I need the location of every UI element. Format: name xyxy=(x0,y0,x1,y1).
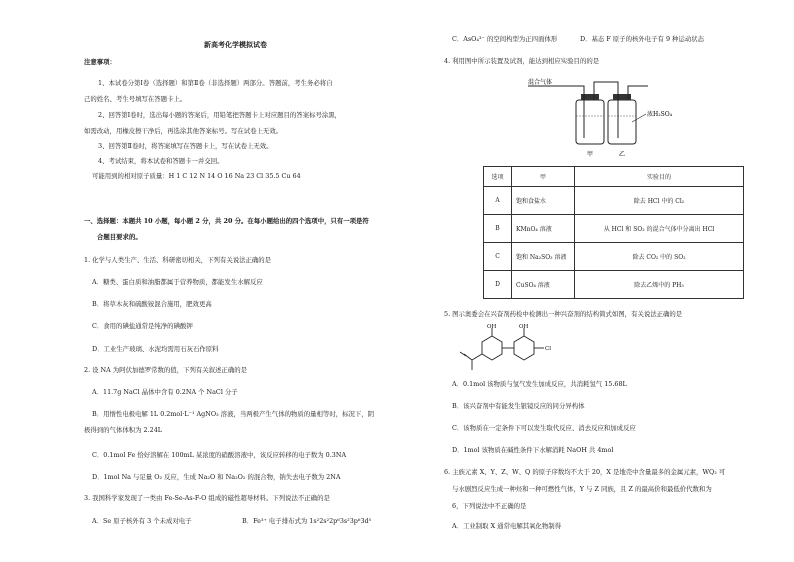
table-cell: B xyxy=(484,215,512,243)
gas-washing-apparatus xyxy=(528,76,688,168)
option-line: C．食用的碘盐通常是纯净的碘酸钾 xyxy=(92,322,193,330)
option-line: B．该兴奋剂中有能发生银镜反应的同分异构体 xyxy=(452,402,585,410)
question-3: 3. 我国科学家发现了一类由 Fe-Se-As-F-O 组成的磁性超导材料。下列说法不正确的是 xyxy=(84,494,330,502)
table-cell: 饱和食盐水 xyxy=(512,187,575,215)
molecule-structure xyxy=(452,322,568,378)
table-cell: 除去 HCl 中的 Cl₂ xyxy=(575,187,744,215)
molecule-label-cl: Cl xyxy=(545,346,551,352)
notice-heading: 注意事项： xyxy=(84,58,116,66)
option-line: A．工业制取 X 通常电解其氧化物制得 xyxy=(452,522,562,530)
options-table xyxy=(483,166,744,299)
table-header: 选项 xyxy=(484,167,512,187)
table-cell: A xyxy=(484,187,512,215)
table-row xyxy=(484,215,744,243)
atomic-masses: 可能用到的相对原子质量：H 1 C 12 N 14 O 16 Na 23 Cl 35.5 Cu 64 xyxy=(92,172,301,180)
paper-title: 新高考化学模拟试卷 xyxy=(204,40,267,49)
table-header-row xyxy=(484,167,744,187)
option-line: A．0.1mol 该物质与氢气发生加成反应，共消耗氢气 15.68L xyxy=(452,380,627,388)
table-header: 实验目的 xyxy=(575,167,744,187)
table-row xyxy=(484,243,744,271)
option-line: C．AsO₄³⁻ 的空间构型为正四面体形 xyxy=(452,35,558,43)
option-line: A．11.7g NaCl 晶体中含有 0.2NA 个 NaCl 分子 xyxy=(92,388,238,396)
table-header: 甲 xyxy=(512,167,575,187)
table-cell: 饱和 Na₂SO₃ 溶液 xyxy=(512,243,575,271)
option-line: D．工业生产玻璃、水泥均需用石灰石作原料 xyxy=(92,345,219,353)
option-line: B．用惰性电极电解 1L 0.2mol·L⁻¹ AgNO₃ 溶液，当两极产生气体的物质的量相等时，标况下，阴 xyxy=(92,410,375,418)
option-line: 极得到的气体体积为 2.24L xyxy=(84,426,163,434)
notice-line: 如需改动，用橡皮擦干净后，再选涂其他答案标号。写在试卷上无效。 xyxy=(84,127,283,135)
question-5: 5. 图示奥委会在兴奋剂药检中检测出一种兴奋剂的结构简式如图，有关说法正确的是 xyxy=(444,310,683,318)
apparatus-label-gas: 混合气体 xyxy=(528,79,553,86)
question-6-line: 6，下列说法中不正确的是 xyxy=(452,502,527,510)
notice-line: 3、回答第Ⅱ卷时，将答案填写在答题卡上，写在试卷上无效。 xyxy=(98,142,273,150)
table-cell: C xyxy=(484,243,512,271)
option-line: B．将草木灰和硫酸铵混合施用，肥效更高 xyxy=(92,300,212,308)
table-cell: CuSO₄ 溶液 xyxy=(512,271,575,299)
option-line: D．1mol Na 与足量 O₂ 反应，生成 Na₂O 和 Na₂O₂ 的混合物，钠失去电子数为 2NA xyxy=(92,473,341,481)
table-row xyxy=(484,271,744,299)
notice-line: 4、考试结束，将本试卷和答题卡一并交回。 xyxy=(98,157,224,165)
notice-line: 1、本试卷分第Ⅰ卷（选择题）和第Ⅱ卷（非选择题）两部分。答题前，考生务必将自 xyxy=(98,79,333,87)
apparatus-label-acid: 浓H₂SO₄ xyxy=(647,111,673,118)
table-cell: 从 HCl 和 SO₂ 的混合气体中分离出 HCl xyxy=(575,215,744,243)
option-line: B．Fe³⁺ 电子排布式为 1s²2s²2p⁶3s²3p⁶3d⁵ xyxy=(242,517,372,525)
question-4: 4. 利用图中所示装置及试剂，能达到相应实验目的的是 xyxy=(444,57,600,65)
notice-line: 2、回答第Ⅰ卷时，选出每小题的答案后，用铅笔把答题卡上对应题目的答案标号涂黑， xyxy=(98,111,342,119)
molecule-label-oh1: OH xyxy=(487,324,497,330)
option-line: C．0.1mol Fe 恰好溶解在 100mL 某浓度的硝酸溶液中，该反应转移的电子数为 0.3NA xyxy=(92,451,347,459)
question-6: 6. 主族元素 X、Y、Z、W、Q 的原子序数均不大于 20，X 是地壳中含量最多的金属元素，WQ₂ 可 xyxy=(444,468,726,476)
option-line: D．1mol 该物质在碱性条件下水解消耗 NaOH 共 4mol xyxy=(452,446,614,454)
molecule-label-oh2: OH xyxy=(519,324,529,330)
option-line: C．该物质在一定条件下可以发生取代反应、消去反应和加成反应 xyxy=(452,424,636,432)
table-cell: 除去乙烯中的 PH₃ xyxy=(575,271,744,299)
notice-line: 己的姓名、考生号填写在答题卡上。 xyxy=(84,95,187,103)
apparatus-label-yi: 乙 xyxy=(619,151,626,158)
apparatus-label-jia: 甲 xyxy=(587,151,594,158)
table-cell: 除去 CO₂ 中的 SO₂ xyxy=(575,243,744,271)
question-1: 1. 化学与人类生产、生活、科研密切相关，下列有关说法正确的是 xyxy=(84,256,272,264)
question-6-line: 与水剧烈反应生成一种烃和一种可燃性气体，Y 与 Z 同族，且 Z 的最高价和最低价代数和为 xyxy=(452,485,712,493)
option-line: D．基态 F 原子的核外电子有 9 种运动状态 xyxy=(580,35,704,43)
question-2: 2. 设 NA 为阿伏加德罗常数的值，下列有关叙述正确的是 xyxy=(84,366,247,374)
option-line: A．Se 原子核外有 3 个未成对电子 xyxy=(92,517,192,525)
option-line: A．糖类、蛋白质和油脂都属于营养物质，都能发生水解反应 xyxy=(92,278,263,286)
table-cell: D xyxy=(484,271,512,299)
table-row xyxy=(484,187,744,215)
section-heading: 合题目要求的。 xyxy=(97,233,142,241)
table-cell: KMnO₄ 溶液 xyxy=(512,215,575,243)
section-heading: 一、选择题：本题共 10 小题，每小题 2 分，共 20 分。在每小题给出的四个选项中，只有一项是符 xyxy=(84,217,369,225)
